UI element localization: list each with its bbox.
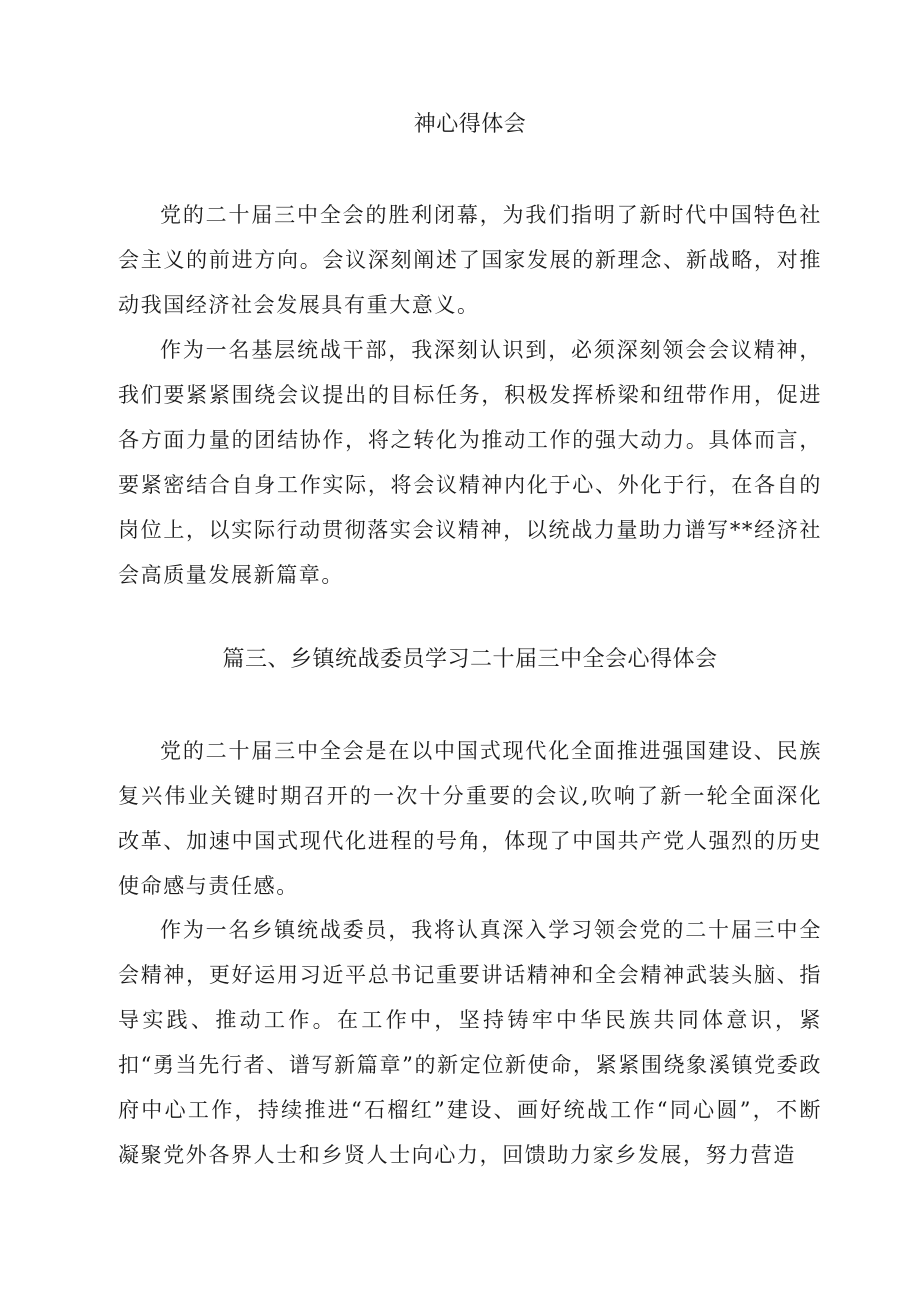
paragraph: 党的二十届三中全会的胜利闭幕，为我们指明了新时代中国特色社会主义的前进方向。会议深刻阐述了国家发展的新理念、新战略，对推动我国经济社会发展具有重大意义。 <box>118 203 822 317</box>
paragraph: 作为一名基层统战干部，我深刻认识到，必须深刻领会会议精神，我们要紧紧围绕会议提出的目标任务，积极发挥桥梁和纽带作用，促进各方面力量的团结协作，将之转化为推动工作的强大动力。具体而言，要紧密结合自身工作实际，将会议精神内化于心、外化于行，在各自的岗位上，以实际行动贯彻落实会议精神，以统战力量助力谱写**经济社会高质量发展新篇章。 <box>118 338 822 587</box>
paragraph: 作为一名乡镇统战委员，我将认真深入学习领会党的二十届三中全会精神，更好运用习近平总书记重要讲话精神和全会精神武装头脑、指导实践、推动工作。在工作中，坚持铸牢中华民族共同体意识，紧扣“勇当先行者、谱写新篇章”的新定位新使命，紧紧围绕象溪镇党委政府中心工作，持续推进“石榴红”建设、画好统战工作“同心圆”，不断凝聚党外各界人士和乡贤人士向心力，回馈助力家乡发展，努力营造 <box>118 918 822 1167</box>
section-title-top: 神心得体会 <box>413 112 527 137</box>
section-title-part-three: 篇三、乡镇统战委员学习二十届三中全会心得体会 <box>222 647 718 672</box>
paragraph: 党的二十届三中全会是在以中国式现代化全面推进强国建设、民族复兴伟业关键时期召开的一次十分重要的会议,吹响了新一轮全面深化改革、加速中国式现代化进程的号角，体现了中国共产党人强烈的历史使命感与责任感。 <box>118 739 822 898</box>
